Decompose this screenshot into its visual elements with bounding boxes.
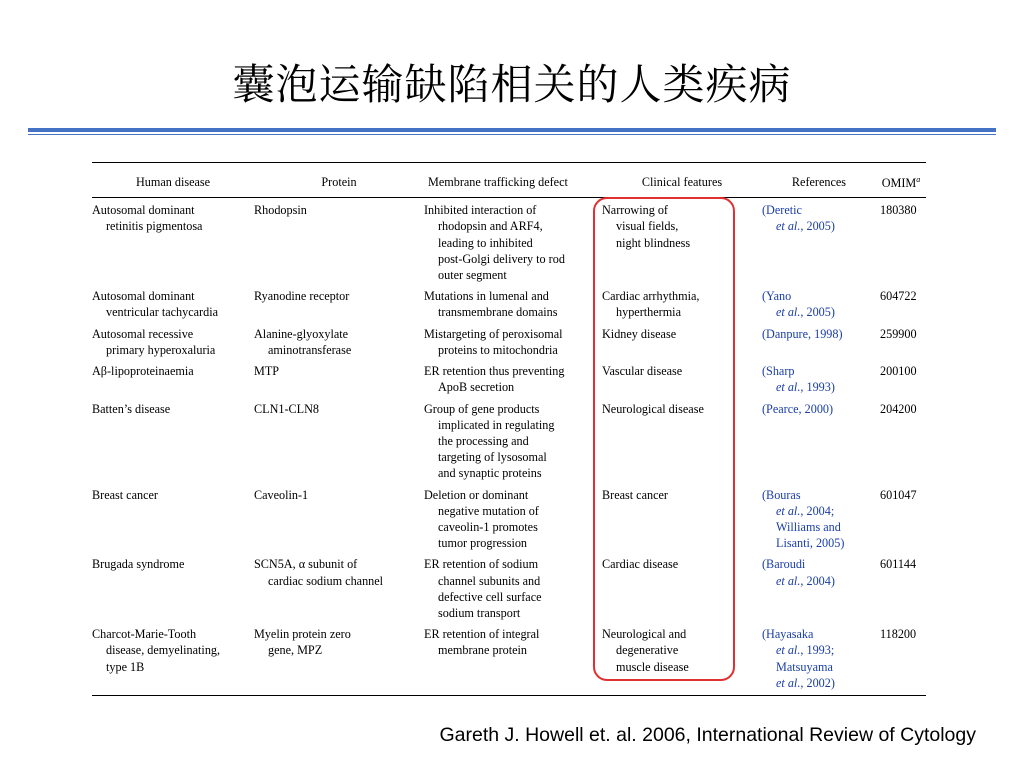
cell-protein bbox=[254, 626, 424, 695]
cell-references bbox=[762, 363, 876, 400]
disease-table-container bbox=[92, 162, 926, 696]
references-line: Williams and bbox=[776, 519, 841, 534]
header-omim bbox=[876, 163, 926, 198]
citation: Gareth J. Howell et. al. 2006, International Review of Cytology bbox=[439, 724, 976, 746]
header-trafficking-defect: Membrane trafficking defect bbox=[424, 163, 602, 198]
cell-omim: 259900 bbox=[880, 326, 917, 341]
cell-defect bbox=[424, 288, 602, 325]
references-line: et al., 2005) bbox=[776, 219, 835, 234]
cell-defect bbox=[424, 363, 602, 400]
clinical-line: Vascular disease bbox=[602, 364, 683, 379]
cell-defect bbox=[424, 198, 602, 289]
references-line: (Yano bbox=[762, 289, 792, 304]
cell-omim: 601047 bbox=[880, 487, 917, 502]
references-line: (Sharp bbox=[762, 364, 795, 379]
references-line: et al., 2004) bbox=[776, 573, 835, 588]
cell-defect bbox=[424, 556, 602, 626]
cell-omim: 180380 bbox=[880, 203, 917, 218]
table-header-row bbox=[92, 163, 926, 198]
header-clinical-features: Clinical features bbox=[602, 163, 762, 198]
table-body bbox=[92, 198, 926, 696]
disease-line: primary hyperoxaluria bbox=[106, 342, 216, 357]
defect-line: tumor progression bbox=[438, 536, 528, 551]
cell-omim: 118200 bbox=[876, 626, 926, 695]
protein-line: gene, MPZ bbox=[268, 643, 323, 658]
cell-disease bbox=[92, 487, 254, 557]
cell-omim: 604722 bbox=[880, 289, 917, 304]
references-line: (Baroudi bbox=[762, 557, 806, 572]
references-line: et al., 1993) bbox=[776, 380, 835, 395]
clinical-line: visual fields, bbox=[616, 219, 679, 234]
cell-defect bbox=[424, 626, 602, 695]
defect-line: channel subunits and bbox=[438, 573, 541, 588]
table-row bbox=[92, 198, 926, 289]
clinical-line: hyperthermia bbox=[616, 305, 681, 320]
references-line: et al., 2002) bbox=[776, 675, 835, 690]
references-line: (Hayasaka bbox=[762, 627, 814, 642]
disease-line: Charcot-Marie-Tooth bbox=[92, 627, 197, 642]
defect-line: sodium transport bbox=[438, 605, 521, 620]
defect-line: caveolin-1 promotes bbox=[438, 519, 538, 534]
references-line: (Deretic bbox=[762, 203, 802, 218]
table-row bbox=[92, 326, 926, 363]
cell-protein bbox=[254, 288, 424, 325]
header-references: References bbox=[762, 163, 876, 198]
disease-line: type 1B bbox=[106, 659, 145, 674]
cell-references bbox=[762, 556, 876, 626]
disease-line: Autosomal dominant bbox=[92, 289, 195, 304]
clinical-line: muscle disease bbox=[616, 659, 689, 674]
defect-line: negative mutation of bbox=[438, 503, 539, 518]
disease-line: Batten’s disease bbox=[92, 401, 171, 416]
defect-line: Inhibited interaction of bbox=[424, 203, 537, 218]
header-omim-footnote: a bbox=[916, 175, 921, 184]
disease-line: Aβ-lipoproteinaemia bbox=[92, 364, 194, 379]
references-line: (Bouras bbox=[762, 487, 801, 502]
references-line: Matsuyama bbox=[776, 659, 833, 674]
defect-line: post-Golgi delivery to rod bbox=[438, 251, 565, 266]
title-divider-thin bbox=[28, 134, 996, 135]
cell-omim: 601144 bbox=[880, 557, 917, 572]
cell-protein bbox=[254, 556, 424, 626]
cell-disease bbox=[92, 556, 254, 626]
header-human-disease: Human disease bbox=[92, 163, 254, 198]
protein-line: SCN5A, α subunit of bbox=[254, 557, 358, 572]
defect-line: targeting of lysosomal bbox=[438, 450, 547, 465]
defect-line: outer segment bbox=[438, 268, 507, 283]
defect-line: rhodopsin and ARF4, bbox=[438, 219, 543, 234]
references-line: (Danpure, 1998) bbox=[762, 326, 843, 341]
clinical-line: night blindness bbox=[616, 235, 691, 250]
references-line: Lisanti, 2005) bbox=[776, 536, 845, 551]
references-line: (Pearce, 2000) bbox=[762, 401, 834, 416]
table-row bbox=[92, 401, 926, 487]
header-omim-label: OMIM bbox=[881, 176, 917, 191]
disease-line: Breast cancer bbox=[92, 487, 158, 502]
slide-title: 囊泡运输缺陷相关的人类疾病 bbox=[232, 60, 792, 109]
defect-line: transmembrane domains bbox=[438, 305, 558, 320]
table-row bbox=[92, 626, 926, 695]
cell-references bbox=[762, 326, 876, 363]
cell-defect bbox=[424, 401, 602, 487]
disease-line: Brugada syndrome bbox=[92, 557, 185, 572]
cell-references bbox=[762, 487, 876, 557]
title-divider bbox=[28, 128, 996, 132]
protein-line: cardiac sodium channel bbox=[268, 573, 384, 588]
protein-line: MTP bbox=[254, 364, 280, 379]
disease-line: disease, demyelinating, bbox=[106, 643, 221, 658]
references-line: et al., 2005) bbox=[776, 305, 835, 320]
references-line: et al., 1993; bbox=[776, 643, 835, 658]
defect-line: ER retention of sodium bbox=[424, 557, 539, 572]
cell-disease bbox=[92, 401, 254, 487]
cell-references bbox=[762, 401, 876, 487]
table-row bbox=[92, 487, 926, 557]
defect-line: the processing and bbox=[438, 433, 529, 448]
clinical-features-highlight bbox=[593, 197, 735, 681]
cell-protein bbox=[254, 326, 424, 363]
protein-line: CLN1-CLN8 bbox=[254, 401, 319, 416]
cell-disease bbox=[92, 198, 254, 289]
disease-line: ventricular tachycardia bbox=[106, 305, 218, 320]
defect-line: leading to inhibited bbox=[438, 235, 533, 250]
cell-disease bbox=[92, 326, 254, 363]
references-line: et al., 2004; bbox=[776, 503, 835, 518]
table-row bbox=[92, 363, 926, 400]
cell-disease bbox=[92, 363, 254, 400]
clinical-line: Cardiac disease bbox=[602, 557, 679, 572]
cell-disease bbox=[92, 626, 254, 695]
disease-table bbox=[92, 162, 926, 696]
clinical-line: Cardiac arrhythmia, bbox=[602, 289, 700, 304]
protein-line: aminotransferase bbox=[268, 342, 352, 357]
cell-omim: 204200 bbox=[880, 401, 917, 416]
disease-line: Autosomal dominant bbox=[92, 203, 195, 218]
table-row bbox=[92, 288, 926, 325]
cell-references bbox=[762, 198, 876, 289]
cell-disease bbox=[92, 288, 254, 325]
clinical-line: Neurological disease bbox=[602, 401, 704, 416]
clinical-line: Neurological and bbox=[602, 627, 687, 642]
clinical-line: Kidney disease bbox=[602, 326, 677, 341]
cell-protein bbox=[254, 363, 424, 400]
protein-line: Alanine-glyoxylate bbox=[254, 326, 349, 341]
defect-line: membrane protein bbox=[438, 643, 528, 658]
defect-line: Group of gene products bbox=[424, 401, 540, 416]
disease-line: retinitis pigmentosa bbox=[106, 219, 203, 234]
protein-line: Rhodopsin bbox=[254, 203, 307, 218]
cell-references bbox=[762, 288, 876, 325]
protein-line: Caveolin-1 bbox=[254, 487, 309, 502]
disease-line: Autosomal recessive bbox=[92, 326, 194, 341]
clinical-line: Narrowing of bbox=[602, 203, 668, 218]
defect-line: Deletion or dominant bbox=[424, 487, 529, 502]
defect-line: Mutations in lumenal and bbox=[424, 289, 549, 304]
cell-defect bbox=[424, 487, 602, 557]
cell-protein bbox=[254, 401, 424, 487]
cell-protein bbox=[254, 198, 424, 289]
table-row bbox=[92, 556, 926, 626]
defect-line: ApoB secretion bbox=[438, 380, 515, 395]
defect-line: proteins to mitochondria bbox=[438, 342, 558, 357]
defect-line: implicated in regulating bbox=[438, 417, 555, 432]
cell-omim: 200100 bbox=[880, 364, 917, 379]
header-protein: Protein bbox=[254, 163, 424, 198]
defect-line: ER retention of integral bbox=[424, 627, 540, 642]
defect-line: and synaptic proteins bbox=[438, 466, 542, 481]
defect-line: defective cell surface bbox=[438, 589, 542, 604]
protein-line: Myelin protein zero bbox=[254, 627, 351, 642]
clinical-line: Breast cancer bbox=[602, 487, 668, 502]
cell-protein bbox=[254, 487, 424, 557]
protein-line: Ryanodine receptor bbox=[254, 289, 350, 304]
cell-defect bbox=[424, 326, 602, 363]
clinical-line: degenerative bbox=[616, 643, 679, 658]
defect-line: Mistargeting of peroxisomal bbox=[424, 326, 563, 341]
cell-references bbox=[762, 626, 876, 695]
defect-line: ER retention thus preventing bbox=[424, 364, 565, 379]
